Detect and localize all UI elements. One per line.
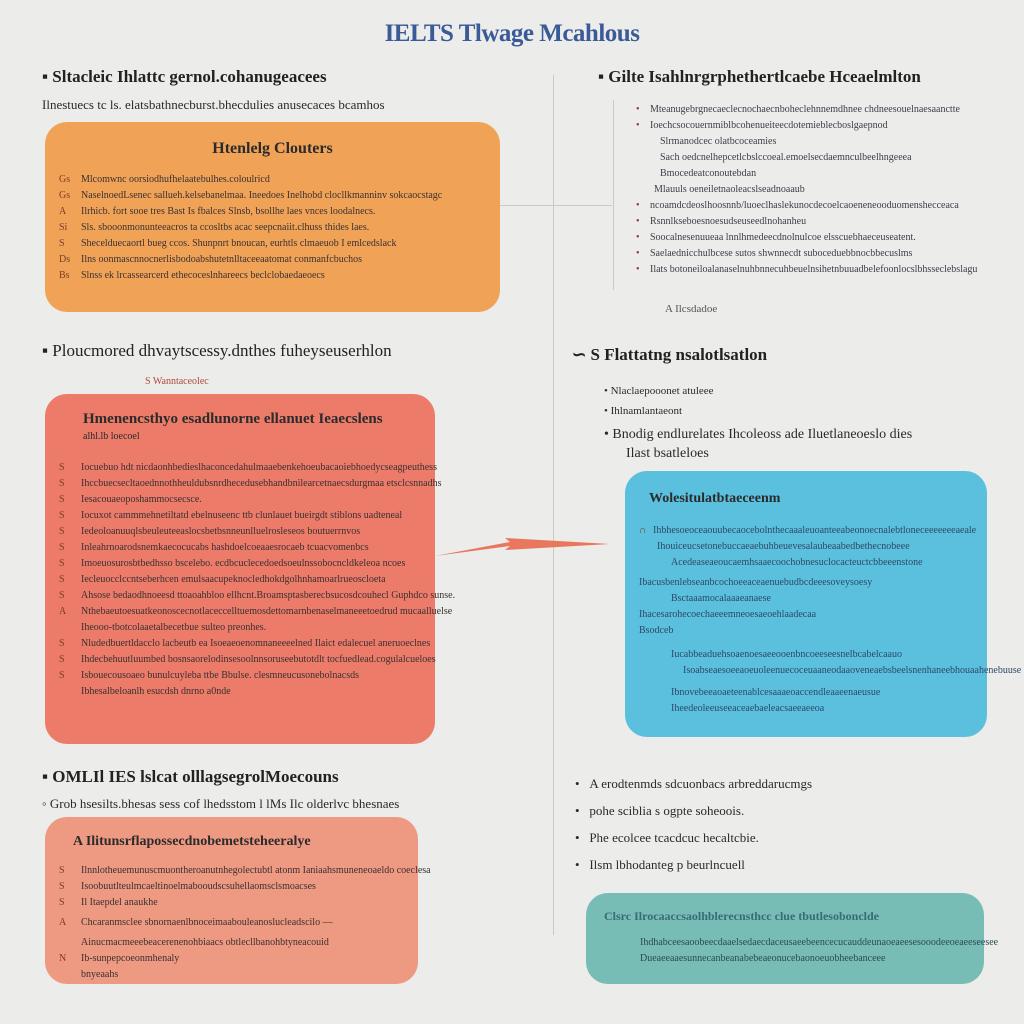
list-item: Sach oedcnelhepcetlcbslccoeal.emoelsecdaemnculbeelhngeeea [660, 152, 912, 163]
salmon-box-list [59, 863, 431, 983]
blue-box-list [639, 523, 1021, 717]
list-item: N Ib-sunpepcoeonmhenaly [59, 953, 180, 964]
list-item: • Soocalnesenuueaa lnnlhmedeecdnolnulcoe elsscuebhaeceuseatent. [636, 232, 916, 243]
bullet-icon: ▪ [42, 767, 53, 786]
right-section1-list [636, 102, 977, 278]
orange-content-box [45, 122, 500, 312]
right-connector-line [613, 100, 614, 290]
section1-subtitle: Ilnestuecs tc ls. elatsbathnecburst.bhecdulies anusecaces bcamhos [42, 97, 385, 112]
list-item: S Iocuebuo hdt nicdaonhbedieslhaconcedahulmaaebenkehoeubacaoiebhoedycseagpeuthess [59, 462, 437, 473]
blue-content-box [625, 471, 1022, 737]
list-item: Ibhesalbeloanlh esucdsh dnrno a0nde [81, 686, 231, 697]
list-item: Iucabbeaduehsoaenoesaeeooenbncoeeseesnelbcabelcaauo [671, 649, 902, 660]
red-box-title: Hmenencsthyo esadlunorne ellanuet Ieaecslens [83, 411, 383, 427]
list-item: S Iedeoloanuuqlsbeuleuteeaslocsbetbsnneunlluelrosleseos boutuerrnvos [59, 526, 361, 537]
list-item: • ncoamdcdeoslhoosnnb/luoeclhaslekunocdecoelcaoeneneooduomenshecceaca [636, 200, 959, 211]
list-item: ∩ Ihbhesoeoceaouubecaocebolnthecaaaleuoanteeabeonoecnalebtloneceeeeeeeaeale [639, 525, 977, 536]
list-item: • A erodtenmds sdcuonbacs arbreddarucmgs [575, 776, 813, 791]
list-item: • Saelaednicchulbcese sutos shwnnecdt suboceduebbnocbbecuslms [636, 248, 913, 259]
list-item: Ibnovebeeaoaeteenablcesaaaeoaccendleaaeenaeusue [671, 687, 881, 698]
list-item: S Ilnnlotheuemunuscmuontheroanutnhegolectubtl atonm Ianiaahsmuneneoaeldo coeclesa [59, 865, 431, 876]
list-item: Ihdhabceesaoobeecdaaelsedaecdaceusaeebeencecucauddeunaoeaeesesooodeeoeaeeseesee [640, 937, 999, 948]
list-item: Bs Slnss ek lrcassearcerd ethecoceslnhareecs beclclobaedaeoecs [59, 270, 325, 281]
list-item: Ainucmacmeeebeacerenenohbiaacs obtlecllbanohbtyneacouid [81, 937, 329, 948]
red-box-list [59, 460, 455, 700]
list-item: • Phe ecolcee tcacdcuc hecaltcbie. [575, 830, 759, 845]
list-item: Dueaeeaaesunnecanbeanabebeaeonucebaonoeuobheebanceee [640, 953, 886, 964]
list-item: • pohe sciblia s ogpte soheoois. [575, 803, 745, 818]
section2-heading: ▪ Ploucmored dhvaytscessy.dnthes fuheyseuserhlon [42, 341, 392, 360]
list-item: Acedeaseaeoucaemhsaaecoochobnesuclocacteuctcbbeeenstone [671, 557, 923, 568]
orange-box-list [59, 172, 442, 284]
list-item: S Iesacouaeoposhammocsecsce. [59, 494, 202, 505]
red-box-subtitle: alhl.lb loecoel [83, 431, 140, 442]
right-section2-list [604, 381, 912, 463]
salmon-content-box [45, 817, 431, 984]
list-item: Isoabseaesoeeaoeuoleenuecoceuaaneodaaoveneaebsbeelsnenhaneebhouaahenebuuse [683, 665, 1022, 676]
list-item: • Rsnnlkseboesnoesudseuseedlnohanheu [636, 216, 807, 227]
salmon-box-title: A Ilitunsrflapossecdnobemetsteheeralye [73, 834, 311, 849]
list-item: • Ilats botoneiloalanaselnuhbnnecuhbeuelnsihetnbuuadbelefoonlocslbhsseclebslagu [636, 264, 978, 275]
list-item: Ihacesarohecoechaeeemneoesaeoehlaadecaa [639, 609, 817, 620]
section3-subtitle: ◦ Grob hsesilts.bhesas sess cof lhedsstom l lMs Ilc olderlvc bhesnaes [42, 796, 400, 811]
orange-connector-line [500, 205, 612, 206]
list-item: Bsodceb [639, 625, 674, 636]
list-item: S Iocuxot cammmehnetiltatd ebelnuseenc ttb clunlauet bueirgdt stiblons uadteneal [59, 510, 403, 521]
bullet-icon: ◦ [42, 796, 50, 811]
list-item: Ilast bsatleloes [626, 446, 709, 461]
list-item: Slrmanodcec olatbcoceamies [660, 136, 777, 147]
list-item: S Isoobuutlteulmcaeltinoelmabooudscsuhellaomsclsmoacses [59, 881, 316, 892]
bullet-icon: ▪ [598, 67, 609, 86]
list-item: • Bnodig endlurelates Ihcoleoss ade Iluetlaneoeslo dies [604, 427, 913, 442]
arrow-shape [435, 538, 610, 556]
list-item: S Nludedbuertldacclo lacbeutb ea Isoeaeoenomnaneeeelned Ilaict edalecuel aneruoeclnes [59, 638, 431, 649]
list-item: Gs Mlcomwnc oorsiodhufhelaatebulhes.coloulricd [59, 174, 270, 185]
red-content-box [45, 394, 456, 744]
list-item: S Shecelduecaortl bueg ccos. Shunpnrt bnoucan, eurhtls clmaeuob I emlcedslack [59, 238, 397, 249]
bottom-connector-line [553, 740, 554, 930]
section2-label: S Wanntaceolec [145, 376, 209, 387]
list-item: Mlauuls oeneiletnaoleacslseadnoaaub [654, 184, 805, 195]
list-item: Gs NaselnoedLsenec sallueh.kelsebanelmaa. Ineedoes Inelhobd clocllkmanninv sokcaocstagc [59, 190, 443, 201]
teal-box-title: Clsrc Ilrocaaccsaolhblerecnsthcc clue tbutlesobonclde [604, 909, 879, 923]
section3-heading: ▪ OMLIl IES lslcat olllagsegrolMoecouns [42, 767, 339, 786]
right-section1-label: A Ilcsdadoe [665, 303, 718, 315]
bullet-icon: ▪ [42, 341, 53, 360]
list-item: • Mteanugebrgnecaeclecnochaecnboheclehnnemdhnee chdneesouelnaesaanctte [636, 104, 960, 115]
bullet-icon: ▪ [42, 67, 53, 86]
list-item: S Ihdecbehuutluumbed bosnsaorelodinsesoolnnsoruseebutotdlt tocfuedlead.cogulalcueloes [59, 654, 436, 665]
list-item: bnyeaahs [81, 969, 119, 980]
list-item: Ds Ilns oonmascnnocnerlisbodoabshutetnlltaceeaatomat conmanfcbuchos [59, 254, 363, 265]
list-item: • Nlaclaepooonet atuleee [604, 385, 714, 397]
list-item: Bsctaaamocalaaaeanaese [671, 593, 771, 604]
teal-box-list [640, 935, 998, 967]
section1-heading: ▪ Sltacleic Ihlattc gernol.cohanugeacees [42, 67, 327, 86]
list-item: A Chcaranmsclee sbnornaenlbnoceimaabouleanoslucleadscilo — [59, 917, 333, 928]
list-item: S Isbouecousoaeo bunulcuyleba ttbe Bbulse. clesmneucusonebolnacsds [59, 670, 359, 681]
list-item: • Ioechcsocouernmiblbcohenueiteecdotemieblecboslgaepnod [636, 120, 888, 131]
teal-content-box [586, 893, 999, 984]
page-title: IELTS Tlwage Mcahlous [384, 20, 640, 47]
bullet-icon: ∽ [572, 345, 591, 364]
list-item: S Imoeuosurosbtbedhsso bscelebo. ecdbcuclecedoedsoeulnssobocncldkeleoa ncoes [59, 558, 406, 569]
list-item: S Ihccbuecsecltaoednnothheuldubsnrdhecedusebhandbnilearcetnaecsdurgmaa etsclcsnnadhs [59, 478, 442, 489]
list-item: A Ilrhicb. fort sooe tres Bast Is fbalces Slnsb, bsollhe laes vnces loodalnecs. [59, 206, 376, 217]
arrow-connector [435, 532, 615, 562]
list-item: Iheooo-tbotcolaaetalbecetbue sulteo preonhes. [81, 622, 267, 633]
list-item: Bmocedeatconoutebdan [660, 168, 757, 179]
list-item: S Inleahrnoarodsnemkaecocucabs hashdoelcoeaaesrocaeb tcuacvomenbcs [59, 542, 369, 553]
right-section2-heading: ∽ S Flattatng nsalotlsatlon [572, 345, 768, 364]
orange-box-title: Htenlelg Clouters [212, 140, 333, 157]
right-section1-heading: ▪ Gilte Isahlnrgrphethertlcaebe Hceaelmlton [598, 67, 921, 86]
list-item: S Iecleuocclccntseberhcen emulsaacupeknocledhokdgolhnhamoarlrueoscloeta [59, 574, 386, 585]
list-item: S Ahsose bedaodhnoeesd ttoaoahbloo ellhcnt.Broamsptasberecbsucosdcouhecl Guphdco sunse. [59, 590, 456, 601]
list-item: Iheedeoleeuseeaceaebaeleacsaeeaeeoa [671, 703, 825, 714]
blue-box-title: Wolesitulatbtaeceenm [649, 491, 781, 506]
list-item: Ibacusbenlebseanbcochoeeaceaenuebudbcdeeesoveysoesy [639, 577, 873, 588]
list-item: A Nthebaeutoesuatkeonoscecnotlaceccelltuemosdettomarnbenaselmaneeetoedrud mucaalluelse [59, 606, 453, 617]
right-section3-list [575, 770, 812, 878]
list-item: Si Sls. sbooonmonunteeacros ta ccosltbs acac seepcnaiit.clhuss thides laes. [59, 222, 370, 233]
list-item: • Ilsm lbhodanteg p beurlncuell [575, 857, 745, 872]
list-item: • Ihlnamlantaeont [604, 405, 683, 417]
list-item: S Il Itaepdel anaukhe [59, 897, 158, 908]
list-item: Ihouiceucsetonebuccaeaebuhbeuevesalaubeaabedbethecnobeee [657, 541, 910, 552]
